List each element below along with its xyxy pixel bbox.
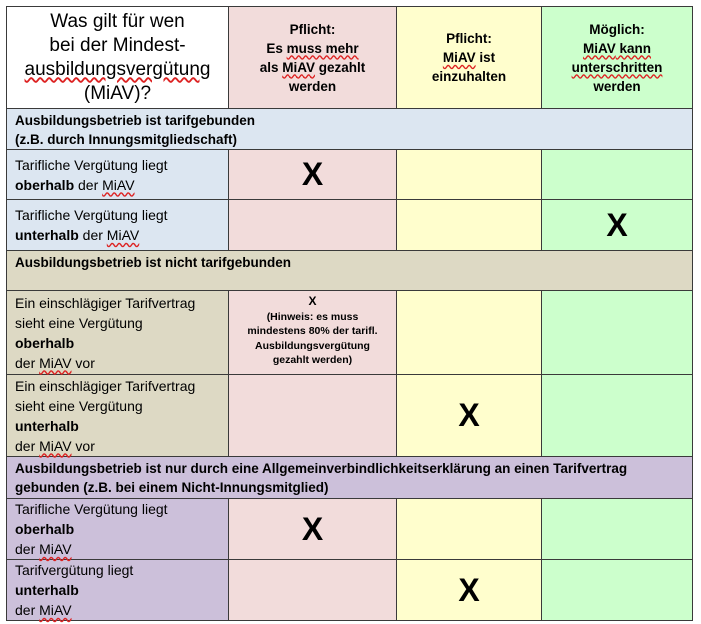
row-label — [7, 200, 229, 251]
section-row — [7, 251, 693, 291]
mark-moeglich: X — [542, 200, 693, 251]
row-text: MiAV — [39, 354, 72, 371]
row-label — [7, 150, 229, 200]
table-row — [7, 560, 693, 621]
table-row — [7, 375, 693, 457]
header-text: muss mehr — [286, 40, 359, 56]
header-text: einzuhalten — [431, 69, 507, 84]
row-text: der — [15, 437, 40, 454]
mark-einhalten — [397, 499, 542, 560]
row-text: vor — [71, 437, 95, 454]
question-line: ausbildungsvergütung — [24, 58, 211, 80]
mark-einhalten — [397, 150, 542, 200]
row-label — [7, 291, 229, 375]
question-line: (MiAV)? — [83, 82, 152, 104]
mark-einhalten — [397, 291, 542, 375]
header-text: unterschritten — [571, 59, 663, 75]
section-title-line: Ausbildungsbetrieb ist nur durch eine Allgemeinverbindlichkeitserklärung an einen Tarifvertrag — [15, 461, 628, 476]
header-text: Pflicht: — [289, 21, 336, 37]
section-title-nicht-tarifgebunden — [7, 251, 693, 291]
hint-text: (Hinweis: es muss — [266, 310, 359, 323]
row-text-bold: unterhalb — [15, 227, 79, 243]
header-text: gezahlt — [315, 59, 366, 75]
row-label — [7, 375, 229, 457]
row-text: sieht eine Vergütung — [15, 397, 143, 414]
row-text: Tarifliche Vergütung liegt — [15, 207, 168, 223]
question-line: Was gilt für wen — [50, 10, 185, 32]
section-title-line: Ausbildungsbetrieb ist nicht tarifgebunden — [15, 255, 292, 270]
row-text: der — [74, 176, 103, 193]
mark-moeglich — [542, 499, 693, 560]
question-header-cell — [7, 7, 229, 109]
row-text: MiAV — [106, 227, 140, 243]
header-text: MiAV — [282, 59, 315, 75]
mark-pflicht-mehr — [229, 560, 397, 621]
row-text-bold: oberhalb — [15, 334, 75, 351]
mark-einhalten: X — [397, 375, 542, 457]
row-label — [7, 560, 229, 621]
row-text: der — [15, 541, 40, 557]
header-text: werden — [593, 78, 641, 94]
table-row — [7, 200, 693, 251]
question-line: bei der Mindest- — [49, 34, 186, 56]
row-text: Tarifliche Vergütung liegt — [15, 501, 168, 517]
mark-pflicht-mehr-with-note — [229, 291, 397, 375]
mark-einhalten — [397, 200, 542, 251]
table-row — [7, 150, 693, 200]
hint-text: Ausbildungsvergütung — [255, 339, 370, 352]
table-row — [7, 291, 693, 375]
header-text: MiAV — [442, 50, 476, 65]
mark-einhalten: X — [397, 560, 542, 621]
miav-table — [6, 6, 693, 621]
row-text: Tarifvergütung liegt — [15, 562, 134, 578]
section-title-line: gebunden (z.B. bei einem Nicht-Innungsmitglied) — [15, 480, 329, 495]
row-text-bold: unterhalb — [15, 582, 79, 598]
row-text: MiAV — [102, 176, 135, 193]
header-text: ist — [475, 50, 496, 65]
section-title-line: (z.B. durch Innungsmitgliedschaft) — [15, 132, 237, 147]
row-text: sieht eine Vergütung — [15, 314, 143, 331]
header-text: Es — [266, 40, 287, 56]
section-title-tarifgebunden — [7, 109, 693, 150]
mark-moeglich — [542, 291, 693, 375]
header-text: werden — [288, 78, 337, 94]
row-text-bold: unterhalb — [15, 417, 79, 434]
row-label — [7, 499, 229, 560]
header-text: Pflicht: — [446, 31, 492, 46]
row-text: MiAV — [39, 541, 72, 557]
hint-text: mindestens 80% der tarifl. — [247, 325, 378, 337]
mark-pflicht-mehr: X — [229, 150, 397, 200]
mark-x: X — [308, 294, 317, 308]
header-text: als — [259, 59, 283, 75]
row-text-bold: oberhalb — [15, 521, 75, 537]
mark-pflicht-mehr — [229, 375, 397, 457]
mark-moeglich — [542, 150, 693, 200]
row-text: der — [78, 227, 107, 243]
row-text: der — [15, 602, 40, 618]
section-title-allgemeinverbindlich — [7, 457, 693, 499]
mark-pflicht-mehr: X — [229, 499, 397, 560]
header-moeglich — [542, 7, 693, 109]
row-text: Tarifliche Vergütung liegt — [15, 156, 168, 173]
header-text: MiAV — [582, 40, 616, 56]
row-text: MiAV — [39, 602, 72, 618]
section-row — [7, 109, 693, 150]
mark-moeglich — [542, 375, 693, 457]
row-text: der — [15, 354, 40, 371]
header-pflicht-mehr — [229, 7, 397, 109]
table-row — [7, 499, 693, 560]
mark-moeglich — [542, 560, 693, 621]
row-text: vor — [71, 354, 95, 371]
mark-pflicht-mehr — [229, 200, 397, 251]
header-row — [7, 7, 693, 109]
section-row — [7, 457, 693, 499]
row-text-bold: oberhalb — [15, 176, 75, 193]
header-pflicht-einhalten — [397, 7, 542, 109]
row-text: MiAV — [39, 437, 72, 454]
row-text: Ein einschlägiger Tarifvertrag — [15, 294, 196, 311]
section-title-line: Ausbildungsbetrieb ist tarifgebunden — [15, 113, 256, 128]
header-text: Möglich: — [589, 21, 645, 37]
header-text: kann — [615, 40, 651, 56]
row-text: Ein einschlägiger Tarifvertrag — [15, 377, 196, 394]
hint-text: gezahlt werden) — [272, 354, 353, 366]
